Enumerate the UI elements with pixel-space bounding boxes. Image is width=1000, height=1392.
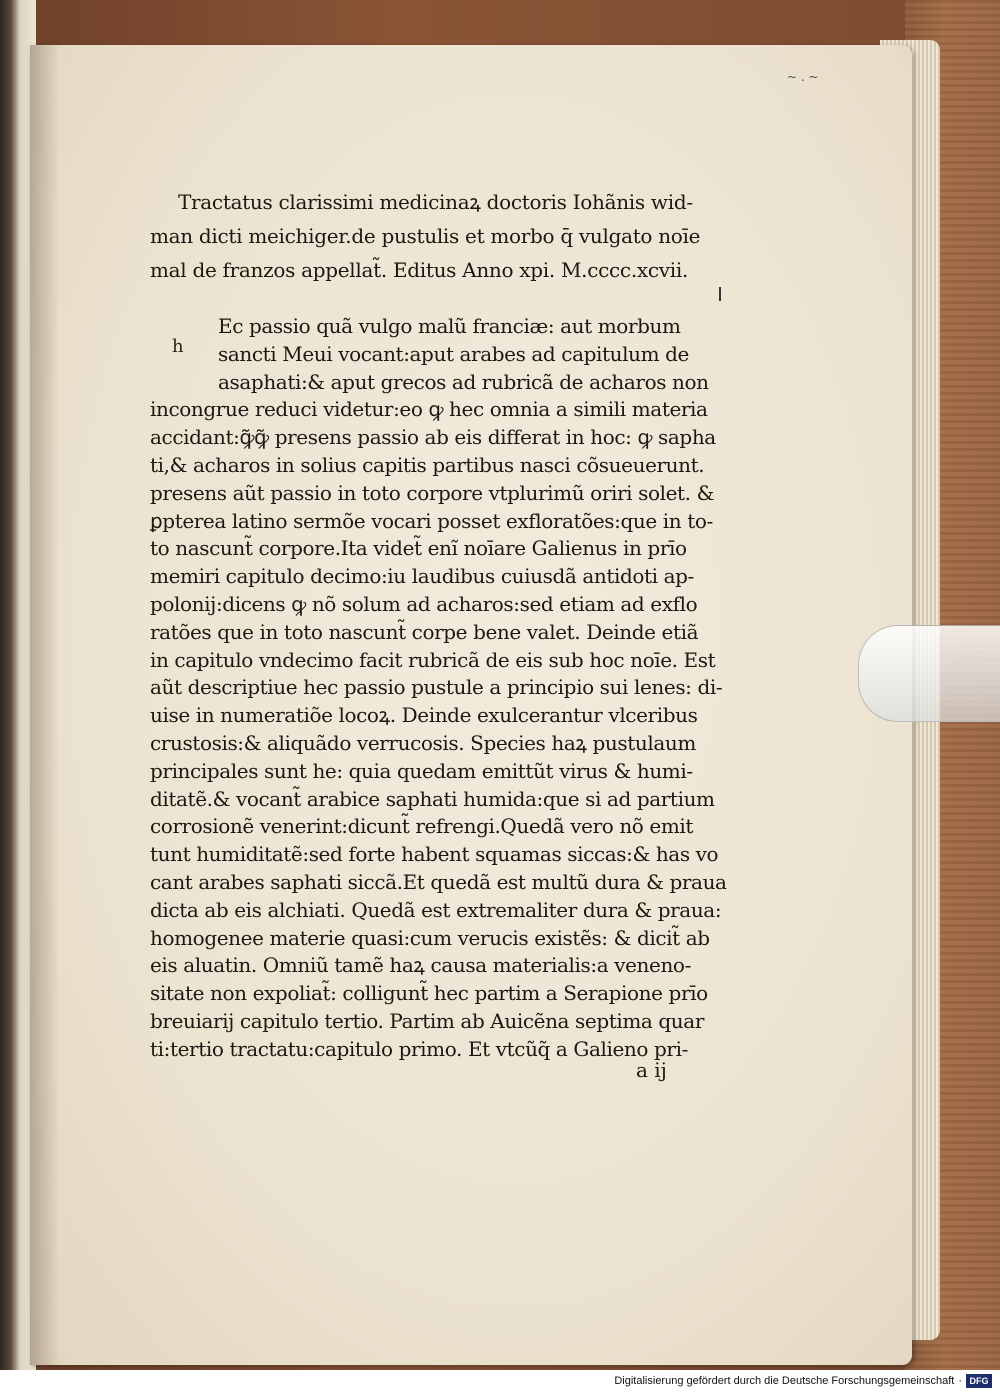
body-line: uise in numeratiõe locoꝝ. Deinde exulcerantur vlceribus bbox=[150, 703, 698, 728]
text-block bbox=[150, 185, 730, 1064]
body-line: homogenee materie quasi:cum verucis existẽs: & dicit̃ ab bbox=[150, 925, 710, 950]
body-line: incongrue reduci videtur:eo ꝙ hec omnia a simili materia bbox=[150, 397, 708, 422]
body-line: polonij:dicens ꝙ nõ solum ad acharos:sed etiam ad exflo bbox=[150, 591, 698, 616]
body-line: Ec passio quã vulgo malũ franciæ: aut morbum bbox=[218, 314, 681, 338]
body-line: principales sunt he: quia quedam emittũt virus & humi- bbox=[150, 758, 693, 783]
body-line: ti:tertio tractatu:capitulo primo. Et vtcũq̃ a Galieno pri- bbox=[150, 1036, 688, 1061]
dfg-logo[interactable]: DFG bbox=[966, 1374, 992, 1388]
body-line: in capitulo vndecimo facit rubricã de eis sub hoc noīe. Est bbox=[150, 647, 716, 672]
title-line: Tractatus clarissimi medicinaꝝ doctoris Iohãnis wid- bbox=[178, 190, 693, 214]
title-block bbox=[150, 185, 730, 287]
body-line: ti,& acharos in solius capitis partibus nasci cõsueuerunt. bbox=[150, 452, 705, 477]
title-line: man dicti meichiger.de pustulis et morbo q̄ vulgato noīe bbox=[150, 224, 701, 248]
footer-credit: Digitalisierung gefördert durch die Deutsche Forschungsgemeinschaft · DFG bbox=[614, 1372, 992, 1390]
body-line: presens aũt passio in toto corpore vtplurimũ oriri solet. & bbox=[150, 480, 714, 505]
guide-letter: h bbox=[172, 336, 184, 357]
body-line: sancti Meui vocant:aput arabes ad capitulum de bbox=[218, 341, 689, 366]
page-gutter bbox=[30, 45, 60, 1365]
signature-mark: a ij bbox=[636, 1058, 667, 1082]
body-line: ditatẽ.& vocant̃ arabice saphati humida:que si ad partium bbox=[150, 786, 715, 811]
body-line: breuiarij capitulo tertio. Partim ab Auicẽna septima quar bbox=[150, 1008, 704, 1033]
credit-text: Digitalisierung gefördert durch die Deutsche Forschungsgemeinschaft bbox=[614, 1375, 955, 1387]
body-line: to nascunt̃ corpore.Ita videt̃ enĩ noīare Galienus in prīo bbox=[150, 536, 687, 561]
body-text bbox=[150, 313, 730, 1064]
body-line: dicta ab eis alchiati. Quedã est extremaliter dura & praua: bbox=[150, 897, 722, 922]
body-line: aũt descriptiue hec passio pustule a principio sui lenes: di- bbox=[150, 675, 723, 700]
body-line: ratões que in toto nascunt̃ corpe bene valet. Deinde etiã bbox=[150, 619, 699, 644]
body-line: ꝑpterea latino sermõe vocari posset exfloratões:que in to- bbox=[150, 508, 713, 533]
body-line: corrosionẽ venerint:dicunt̃ refrengi.Quedã vero nõ emit bbox=[150, 814, 694, 839]
body-line: cant arabes saphati siccã.Et quedã est multũ dura & praua bbox=[150, 869, 727, 894]
body-line: crustosis:& aliquãdo verrucosis. Species haꝝ pustulaum bbox=[150, 730, 696, 755]
body-line: memiri capitulo decimo:iu laudibus cuiusdã antidoti ap- bbox=[150, 564, 694, 589]
body-line: tunt humiditatẽ:sed forte habent squamas siccas:& has vo bbox=[150, 842, 719, 867]
body-line: accidant:ꝙ͂ꝙ̃ presens passio ab eis differat in hoc: ꝙ sapha bbox=[150, 425, 716, 450]
body-line: asaphati:& aput grecos ad rubricã de acharos non bbox=[218, 369, 709, 394]
corner-mark: ~ . ~ bbox=[787, 70, 819, 84]
title-line: mal de franzos appellat̃. Editus Anno xpi. M.cccc.xcvii. bbox=[150, 258, 689, 282]
body-line: sitate non expoliat̃: colligunt̃ hec partim a Serapione prīo bbox=[150, 981, 708, 1006]
body-line: eis aluatin. Omniũ tamẽ haꝝ causa materialis:a veneno- bbox=[150, 953, 691, 978]
bookmark-strip bbox=[858, 625, 1000, 722]
